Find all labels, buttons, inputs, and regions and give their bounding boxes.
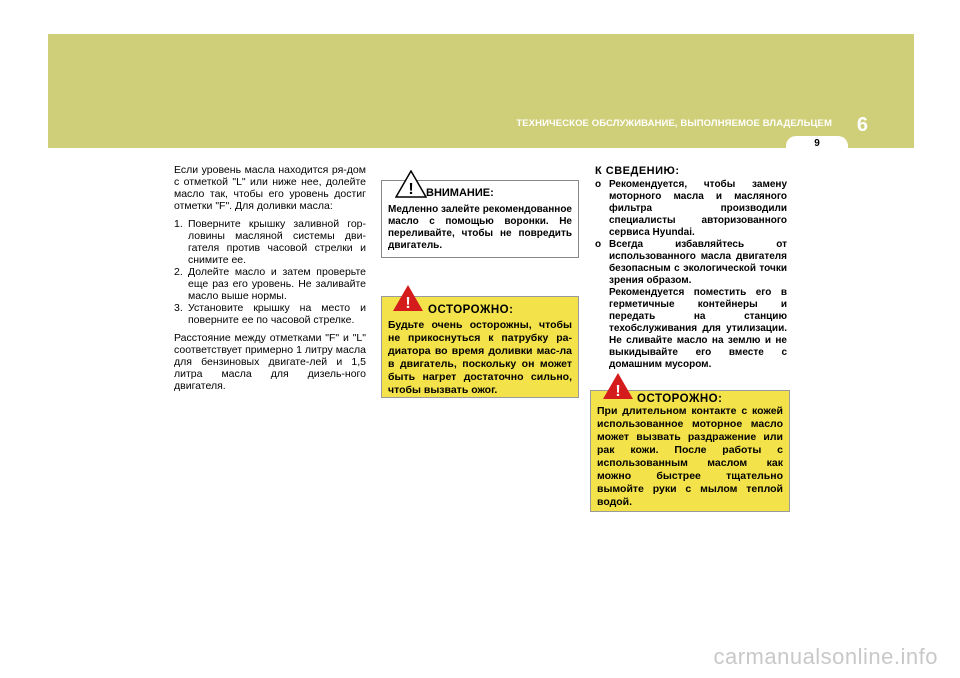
intro-paragraph: Если уровень масла находится ря-дом с отметкой "L" или ниже нее, долейте масло так, чтобы его уровень достиг отметки "F". Для доливки масла: xyxy=(174,164,366,212)
info-text: Рекомендуется поместить его в герметичные контейнеры и передать на станцию техобслуживания для утилизации. Не сливайте масло на землю и не выкидывайте его вместе с домашним мусором. xyxy=(609,287,787,370)
warning-glyph: ! xyxy=(615,383,621,400)
info-text: Всегда избавляйтесь от использованного масла двигателя безопасным с экологической точки зрения образом. xyxy=(609,239,787,286)
outro-paragraph: Расстояние между отметками "F" и "L" соответствует примерно 1 литру масла для бензиновых двигате-лей и 1,5 литра масла для дизель-ного двигателя. xyxy=(174,332,366,392)
attention-title: ВНИМАНИЕ: xyxy=(426,187,494,199)
list-item xyxy=(595,179,787,239)
info-text: Рекомендуется, чтобы замену моторного масла и масляного фильтра производили специалисты авторизованного сервиса Hyundai. xyxy=(609,179,787,238)
page-number: 9 xyxy=(814,138,820,149)
caution-text: При длительном контакте с кожей использованное моторное масло может вызвать раздражение или рак кожи. После работы с использованным маслом как можно быстрее тщательно вымойте руки с мылом теплой водой. xyxy=(597,405,783,508)
list-item xyxy=(174,218,366,266)
list-item xyxy=(595,239,787,371)
info-title: К СВЕДЕНИЮ: xyxy=(595,165,680,177)
step-number: 1. xyxy=(174,218,183,230)
info-text-block xyxy=(609,239,787,371)
bullet: o xyxy=(595,239,602,250)
header-band xyxy=(48,34,914,148)
chapter-number: 6 xyxy=(856,114,868,136)
attention-text: Медленно залейте рекомендованное масло с помощью воронки. Не переливайте, чтобы не повредить двигатель. xyxy=(388,204,572,251)
list-item xyxy=(174,302,366,326)
step-text: Долейте масло и затем проверьте еще раз его уровень. Не заливайте масло выше нормы. xyxy=(188,266,366,302)
body-column-1 xyxy=(174,164,366,398)
info-column xyxy=(595,165,787,371)
caution-icon xyxy=(392,284,424,312)
caution-icon xyxy=(602,372,634,400)
step-number: 2. xyxy=(174,266,183,278)
bullet: o xyxy=(595,179,602,190)
warning-glyph: ! xyxy=(408,181,414,198)
caution-text: Будьте очень осторожны, чтобы не прикоснуться к патрубку ра-диатора во время доливки мас-ла в двигатель, поскольку он может быть нагрет достаточно сильно, чтобы вызвать ожог. xyxy=(388,319,572,396)
list-item xyxy=(174,266,366,302)
step-text: Установите крышку на место и поверните ее по часовой стрелке. xyxy=(188,302,366,326)
watermark: carmanualsonline.info xyxy=(713,644,938,669)
steps-list xyxy=(174,218,366,326)
caution-title: ОСТОРОЖНО: xyxy=(637,393,723,405)
caution-box-skin xyxy=(590,390,790,512)
step-number: 3. xyxy=(174,302,183,314)
caution-title: ОСТОРОЖНО: xyxy=(428,304,514,316)
warning-icon xyxy=(395,170,427,198)
chapter-title: ТЕХНИЧЕСКОЕ ОБСЛУЖИВАНИЕ, ВЫПОЛНЯЕМОЕ ВЛАДЕЛЬЦЕМ xyxy=(516,118,832,129)
step-text: Поверните крышку заливной гор-ловины масляной системы дви-гателя против часовой стрелки и снимите ее. xyxy=(188,218,366,266)
warning-glyph: ! xyxy=(405,295,411,312)
